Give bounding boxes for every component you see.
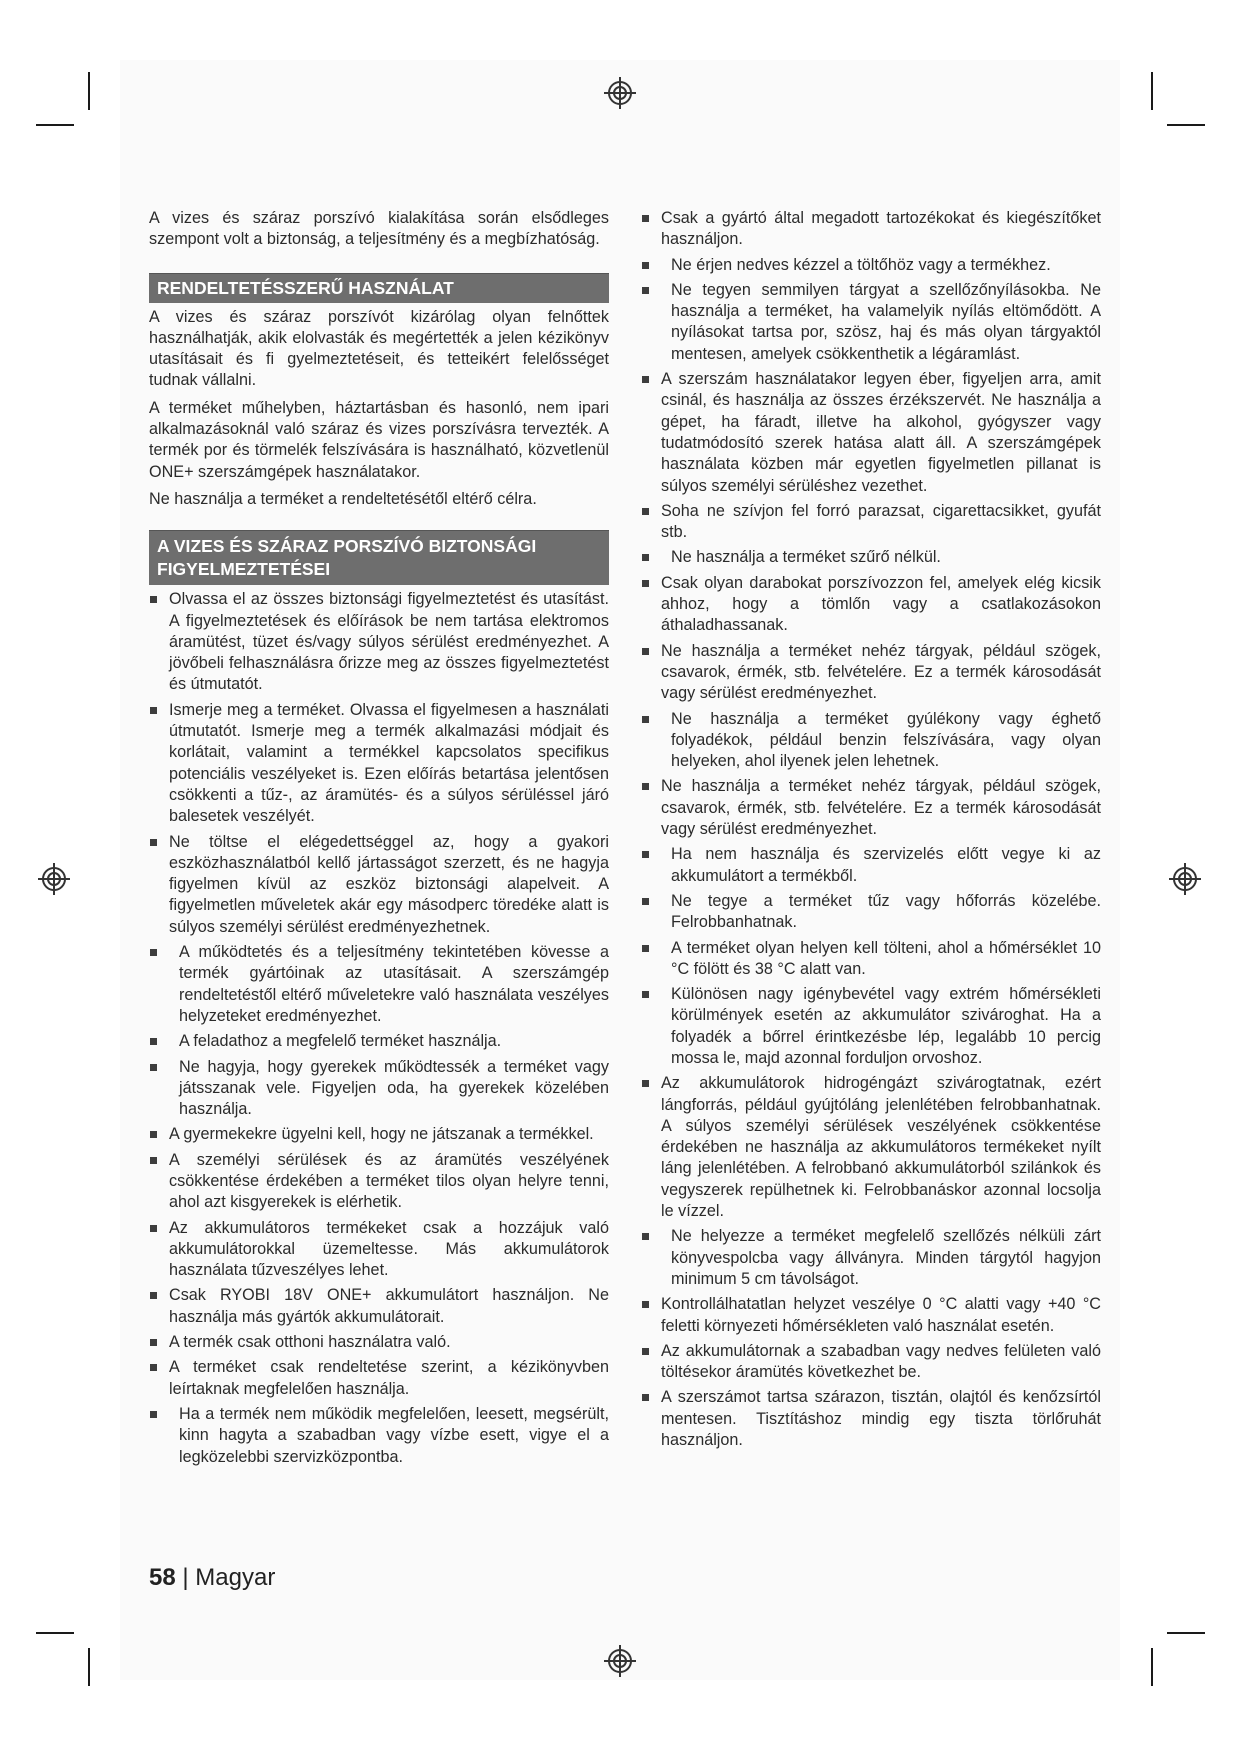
list-item: Kontrollálhatatlan helyzet veszélye 0 °C alatti vagy +40 °C feletti környezeti hőmérsékleten való használat esetén.	[641, 1294, 1101, 1337]
list-item: Az akkumulátorok hidrogéngázt szivárogtatnak, ezért lángforrás, például gyújtóláng jelenlétében felrobbanhatnak. A súlyos személyi sérülések veszélyének csökkentése érdekében ne használja az akkumulátoros termékeket nyílt láng jelenlétében. A felrobbanó akkumulátorból szilánkok és vegyszerek repülhetnek ki. Felrobbanáskor azonnal locsolja le vízzel.	[641, 1073, 1101, 1222]
registration-mark-left-icon	[37, 862, 71, 896]
usage-paragraph: Ne használja a terméket a rendeltetésétől eltérő célra.	[149, 489, 537, 508]
list-item: Ne tegyen semmilyen tárgyat a szellőzőnyílásokba. Ne használja a terméket, ha valamelyik nyílás eltömődött. A nyílásokat tartsa por, szösz, haj és más olyan tárgyaktól mentesen, amelyek csökkenthetik a légáramlást.	[641, 280, 1101, 365]
crop-mark-top-right-vertical	[1151, 72, 1153, 110]
list-item: Csak olyan darabokat porszívozzon fel, amelyek elég kicsik ahhoz, hogy a tömlőn vagy a csatlakozásokon áthaladhassanak.	[641, 573, 1101, 637]
list-item: Soha ne szívjon fel forró parazsat, cigarettacsikket, gyufát stb.	[641, 501, 1101, 544]
list-item: Ha nem használja és szervizelés előtt vegye ki az akkumulátort a termékből.	[641, 844, 1101, 887]
page-footer	[149, 1564, 275, 1592]
list-item: Csak RYOBI 18V ONE+ akkumulátort használjon. Ne használja más gyártók akkumulátorait.	[149, 1285, 609, 1328]
list-item: A terméket csak rendeltetése szerint, a kézikönyvben leírtaknak megfelelően használja.	[149, 1357, 609, 1400]
list-item: A termék csak otthoni használatra való.	[149, 1332, 609, 1353]
list-item: Különösen nagy igénybevétel vagy extrém hőmérsékleti körülmények esetén az akkumulátor szivároghat. Ha a folyadék a bőrrel érintkezésbe lép, legalább 10 percig mossa le, majd azonnal forduljon orvoshoz.	[641, 984, 1101, 1069]
list-item: A működtetés és a teljesítmény tekintetében kövesse a termék gyártóinak az utasításait. A szerszámgép rendeltetéstől eltérő műveletekre való használata veszélyes helyzeteket eredményezhet.	[149, 942, 609, 1027]
heading-safety-warnings: A VIZES ÉS SZÁRAZ PORSZÍVÓ BIZTONSÁGI FIGYELMEZTETÉSEI	[149, 530, 609, 585]
list-item: Az akkumulátoros termékeket csak a hozzájuk való akkumulátorokkal üzemeltesse. Más akkumulátorok használata tűzveszélyes lehet.	[149, 1218, 609, 1282]
footer-separator: |	[182, 1564, 189, 1591]
list-item: Ismerje meg a terméket. Olvassa el figyelmesen a használati útmutatót. Ismerje meg a termék alkalmazási módjait és korlátait, valamint a termékkel kapcsolatos specifikus potenciális veszélyeket is. Ezen előírás betartása jelentősen csökkenti a tűz-, az áramütés- és a súlyos sérüléssel járó balesetek veszélyét.	[149, 700, 609, 828]
usage-paragraph: A terméket műhelyben, háztartásban és hasonló, nem ipari alkalmazásoknál való száraz és vizes porszívásra tervezték. A termék por és törmelék felszívására is használható, közvetlenül ONE+ szerszámgépek használatakor.	[149, 398, 609, 481]
list-item: Az akkumulátornak a szabadban vagy nedves felületen való töltésekor áramütés következhet be.	[641, 1341, 1101, 1384]
crop-mark-top-left-vertical	[88, 72, 90, 110]
page-number: 58	[149, 1564, 176, 1591]
list-item: A gyermekekre ügyelni kell, hogy ne játszanak a termékkel.	[149, 1124, 609, 1145]
right-column	[641, 208, 1101, 1455]
crop-mark-bottom-right-horizontal	[1167, 1632, 1205, 1634]
registration-mark-right-icon	[1168, 862, 1202, 896]
crop-mark-top-left-horizontal	[36, 124, 74, 126]
list-item: A személyi sérülések és az áramütés veszélyének csökkentése érdekében a terméket tilos olyan helyre tenni, ahol azt kisgyerekek is elérhetik.	[149, 1150, 609, 1214]
list-item: Ne használja a terméket gyúlékony vagy éghető folyadékok, például benzin felszívására, vagy olyan helyeken, ahol ilyenek jelen lehetnek.	[641, 709, 1101, 773]
footer-language: Magyar	[195, 1564, 276, 1591]
list-item: Ne érjen nedves kézzel a töltőhöz vagy a termékhez.	[641, 255, 1101, 276]
left-column	[149, 208, 609, 1472]
registration-mark-bottom-icon	[603, 1644, 637, 1678]
list-item: Csak a gyártó által megadott tartozékokat és kiegészítőket használjon.	[641, 208, 1101, 251]
usage-paragraph: A vizes és száraz porszívót kizárólag olyan felnőttek használhatják, akik elolvasták és megértették a jelen kézikönyv utasításait és fi gyelmeztetéseit, és tetteikért felelősséget tudnak vállalni.	[149, 307, 609, 390]
crop-mark-bottom-left-horizontal	[36, 1632, 74, 1634]
list-item: Ne hagyja, hogy gyerekek működtessék a terméket vagy játsszanak vele. Figyeljen oda, ha gyerekek közelében használja.	[149, 1057, 609, 1121]
safety-list	[149, 589, 609, 1468]
list-item: A feladathoz a megfelelő terméket használja.	[149, 1031, 609, 1052]
crop-mark-bottom-right-vertical	[1151, 1648, 1153, 1686]
list-item: A szerszámot tartsa szárazon, tisztán, olajtól és kenőzsírtól mentesen. Tisztításhoz mindig egy tiszta törlőruhát használjon.	[641, 1387, 1101, 1451]
list-item: Ne használja a terméket szűrő nélkül.	[641, 547, 1101, 568]
list-item: Ne helyezze a terméket megfelelő szellőzés nélküli zárt könyvespolcba vagy állványra. Minden tárgytól hagyjon minimum 5 cm távolságot.	[641, 1226, 1101, 1290]
intro-paragraph: A vizes és száraz porszívó kialakítása során elsődleges szempont volt a biztonság, a teljesítmény és a megbízhatóság.	[149, 209, 609, 249]
list-item: A szerszám használatakor legyen éber, figyeljen arra, amit csinál, és használja az összes érzékszervét. Ne használja a gépet, ha fáradt, illetve ha alkohol, gyógyszer vagy tudatmódosító szerek hatása alatt áll. A szerszámgépek használata közben már egyetlen figyelmetlen pillanat is súlyos személyi sérüléshez vezethet.	[641, 369, 1101, 497]
list-item: Ha a termék nem működik megfelelően, leesett, megsérült, kinn hagyta a szabadban vagy vízbe esett, vigye el a legközelebbi szervizközpontba.	[149, 1404, 609, 1468]
list-item: Ne tegye a terméket tűz vagy hőforrás közelébe. Felrobbanhatnak.	[641, 891, 1101, 934]
list-item: Ne használja a terméket nehéz tárgyak, például szögek, csavarok, érmék, stb. felvételére. Ez a termék károsodását vagy sérülést eredményezhet.	[641, 776, 1101, 840]
list-item: Ne töltse el elégedettséggel az, hogy a gyakori eszközhasználatból kellő jártasságot szerzett, és ne hagyja figyelmen kívül az eszköz biztonsági alapelveit. A figyelmetlen műveletek akár egy másodperc töredéke alatt is súlyos személyi sérülést eredményezhetnek.	[149, 832, 609, 938]
list-item: Ne használja a terméket nehéz tárgyak, például szögek, csavarok, érmék, stb. felvételére. Ez a termék károsodását vagy sérülést eredményezhet.	[641, 641, 1101, 705]
heading-intended-use: RENDELTETÉSSZERŰ HASZNÁLAT	[149, 273, 609, 303]
crop-mark-top-right-horizontal	[1167, 124, 1205, 126]
safety-list-continued	[641, 208, 1101, 1451]
registration-mark-top-icon	[603, 76, 637, 110]
list-item: A terméket olyan helyen kell tölteni, ahol a hőmérséklet 10 °C fölött és 38 °C alatt van.	[641, 938, 1101, 981]
crop-mark-bottom-left-vertical	[88, 1648, 90, 1686]
list-item: Olvassa el az összes biztonsági figyelmeztetést és utasítást. A figyelmeztetések és előírások be nem tartása elektromos áramütést, tüzet és/vagy súlyos sérülést eredményezhet. A jövőbeli felhasználásra őrizze meg az összes figyelmeztetést és útmutatót.	[149, 589, 609, 695]
